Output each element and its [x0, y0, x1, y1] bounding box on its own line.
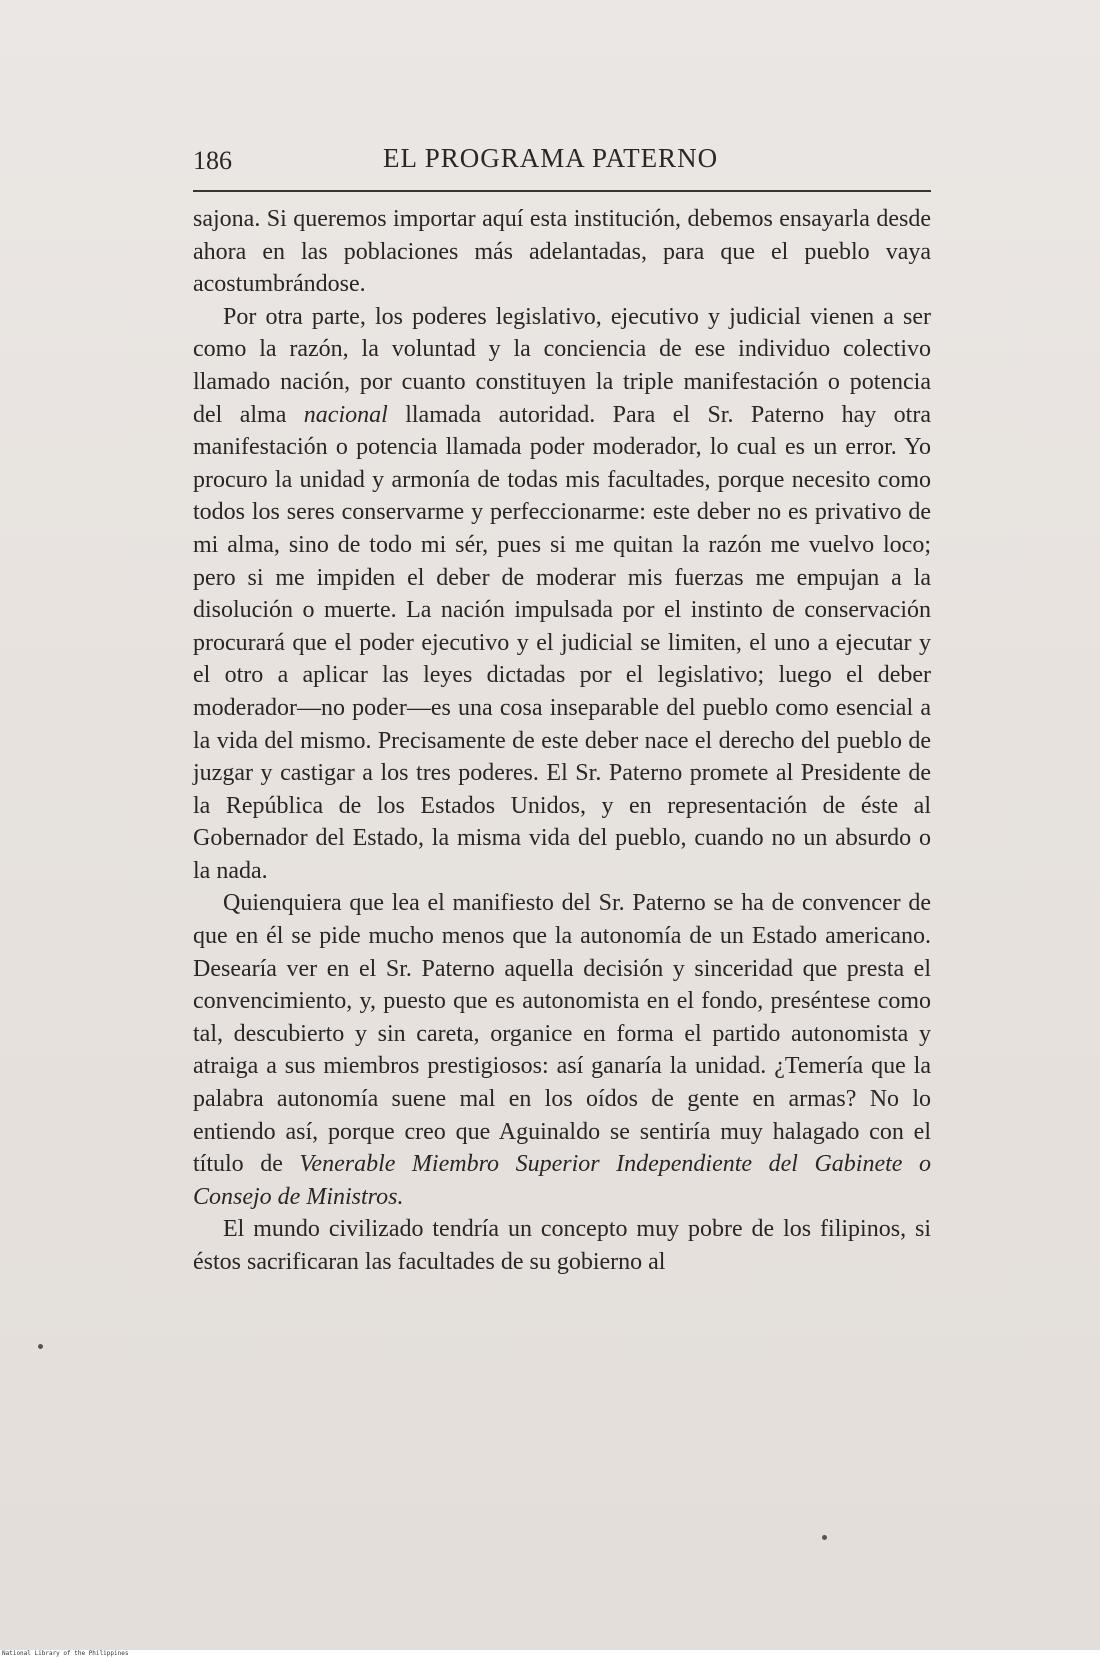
paragraph-1: sajona. Si queremos importar aquí esta institución, debemos ensayarla desde ahora en las poblaciones más adelantadas, para que el pueblo vaya acostumbrándose.: [193, 206, 931, 298]
paragraph-2-text-b: llamada autoridad. Para el Sr. Paterno hay otra manifestación o potencia llamada poder moderador, lo cual es un error. Yo procuro la unidad y armonía de todas mis facultades, porque necesito como todos los seres conservarme y perfeccionarme: este deber no es privativo de mi alma, sino de todo mi sér, pues si me quitan la razón me vuelvo loco; pero si me impiden el deber de moderar mis fuerzas me empujan a la disolución o muerte. La nación impulsada por el instinto de conservación procurará que el poder ejecutivo y el judicial se limiten, el uno a ejecutar y el otro a aplicar las leyes dictadas por el legislativo; luego el deber moderador—no poder—es una cosa inseparable del pueblo como esencial a la vida del mismo. Precisamente de este deber nace el derecho del pueblo de juzgar y castigar a los tres poderes. El Sr. Paterno promete al Presidente de la República de los Estados Unidos, y en representación de éste al Gobernador del Estado, la misma vida del pueblo, cuando no un absurdo o la nada.: [193, 401, 931, 884]
paragraph-2-italic: nacional: [303, 401, 388, 428]
paragraph-3-italic: Venerable Miembro Superior Independiente del Gabinete o Consejo de Ministros.: [193, 1151, 931, 1210]
paragraph-3-text: Quienquiera que lea el manifiesto del Sr. Paterno se ha de convencer de que en él se pide mucho menos que la autonomía de un Estado americano. Desearía ver en el Sr. Paterno aquella decisión y sinceridad que presta el convencimiento, y, puesto que es autonomista en el fondo, preséntese como tal, descubierto y sin careta, organice en forma el partido autonomista y atraiga a sus miembros prestigiosos: así ganaría la unidad. ¿Temería que la palabra autonomía suene mal en los oídos de gente en armas? No lo entiendo así, porque creo que Aguinaldo se sentiría muy halagado con el título de: [193, 890, 931, 1178]
margin-speck-bottom: [822, 1535, 827, 1540]
header-rule: [193, 190, 931, 192]
footer-strip: [0, 1650, 1100, 1658]
paragraph-2-text-a: Por otra parte, los poderes legislativo, ejecutivo y judicial vienen a ser como la razón, la voluntad y la conciencia de ese individuo colectivo llamado nación, por cuanto constituyen la triple manifestación o potencia del alma: [193, 303, 931, 428]
paragraph-4: El mundo civilizado tendría un concepto muy pobre de los filipinos, si éstos sacrificaran las facultades de su gobierno al: [193, 1216, 931, 1275]
running-title: EL PROGRAMA PATERNO: [383, 143, 719, 173]
library-credit: National Library of the Philippines: [2, 1650, 129, 1657]
margin-speck-left: [38, 1344, 43, 1349]
paragraph-3: [193, 887, 931, 1213]
page-header: [193, 140, 931, 188]
paragraph-2: [193, 301, 931, 888]
page-number: 186: [193, 146, 232, 175]
body-text: [193, 203, 931, 1279]
